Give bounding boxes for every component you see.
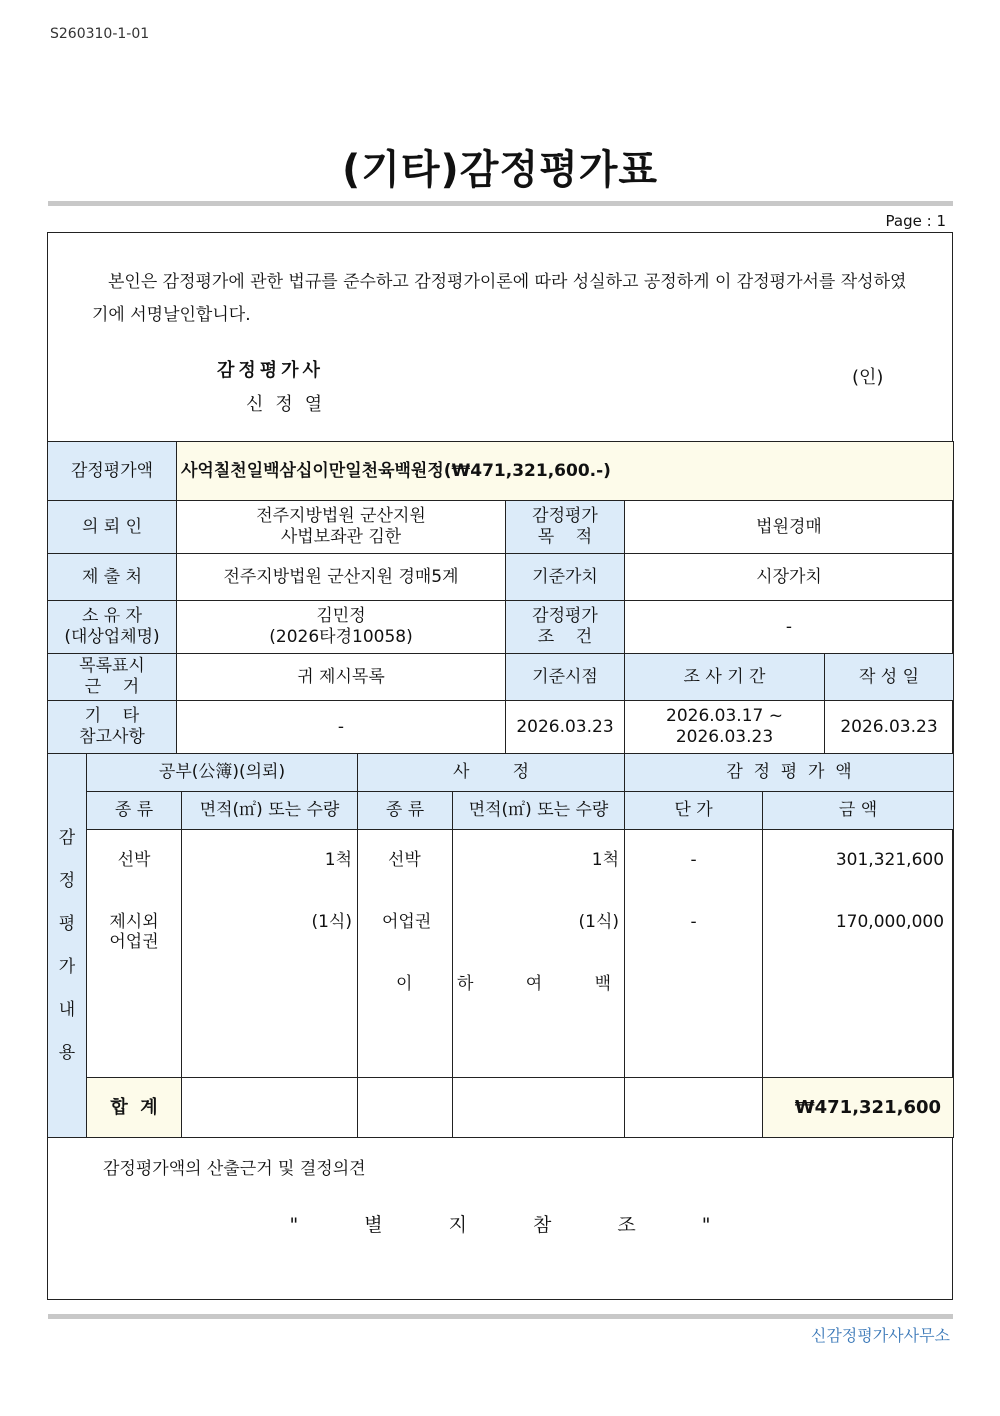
etc-label-line1: 기 타: [84, 706, 140, 726]
side-label-char: 가: [58, 956, 76, 977]
side-label-char: 평: [58, 913, 76, 934]
total-empty-4: [625, 1078, 763, 1138]
amount-row2: 170,000,000: [835, 912, 945, 932]
actual-qty-row2: (1식): [578, 912, 620, 932]
detail-side-label: [48, 754, 87, 1138]
client-officer: 사법보좌관 김한: [280, 527, 402, 547]
signer-name: 신정열: [246, 394, 335, 415]
top-divider: [48, 201, 953, 206]
total-amount: ₩471,321,600: [763, 1078, 954, 1138]
survey-period-value: [625, 701, 825, 754]
total-empty-2: [358, 1078, 453, 1138]
purpose-value: 법원경매: [625, 501, 954, 554]
side-label-char: 감: [58, 827, 76, 848]
owner-label-line2: (대상업체명): [64, 627, 160, 647]
unit-price-row1: -: [690, 850, 697, 870]
below-mark-row: [453, 974, 619, 1036]
bottom-divider: [48, 1314, 953, 1319]
purpose-label-line2: 목 적: [537, 527, 593, 547]
oath-text: 본인은 감정평가에 관한 법규를 준수하고 감정평가이론에 따라 성실하고 공정하게 이 감정평가서를 작성하였기에 서명날인합니다.: [92, 272, 907, 325]
col-area2-header: 면적(㎡) 또는 수량: [453, 792, 625, 830]
owner-label-line1: 소 유 자: [81, 606, 143, 626]
owner-value: [177, 601, 506, 654]
total-label: 합 계: [87, 1078, 182, 1138]
owner-label: [48, 601, 177, 654]
amount-value: 사억칠천일백삼십이만일천육백원정(₩471,321,600.-): [177, 442, 954, 501]
etc-label: [48, 701, 177, 754]
written-date-value: 2026.03.23: [825, 701, 954, 754]
register-kind-row2: 제시외 어업권: [109, 912, 159, 952]
list-basis-value: 귀 제시목록: [177, 654, 506, 701]
actual-kind-row1: 선박: [388, 850, 421, 870]
register-qty-row2: (1식): [311, 912, 352, 932]
etc-value: -: [177, 701, 506, 754]
client-label: 의 뢰 인: [48, 501, 177, 554]
basis-value-label: 기준가치: [506, 554, 625, 601]
side-label-char: 용: [58, 1042, 76, 1063]
basis-value: 시장가치: [625, 554, 954, 601]
condition-label-line2: 조 건: [537, 627, 593, 647]
amount-row1: 301,321,600: [835, 850, 945, 870]
submit-value: 전주지방법원 군산지원 경매5계: [177, 554, 506, 601]
unit-price-row2: -: [690, 912, 697, 932]
office-name: 신감정평가사사무소: [810, 1326, 950, 1345]
client-court: 전주지방법원 군산지원: [256, 506, 426, 526]
list-basis-label-line1: 목록표시: [79, 656, 145, 676]
total-empty-3: [453, 1078, 625, 1138]
amount-group-header: 감 정 평 가 액: [625, 754, 954, 792]
below-mark-3: 여: [525, 974, 543, 994]
signer-role: 감정평가사: [217, 360, 324, 381]
actual-kind-cell: [358, 830, 453, 1078]
submit-label: 제 출 처: [48, 554, 177, 601]
purpose-label-line1: 감정평가: [532, 506, 598, 526]
col-kind2-header: 종 류: [358, 792, 453, 830]
total-empty-1: [182, 1078, 358, 1138]
col-amount-header: 금 액: [763, 792, 954, 830]
actual-qty-row1: 1척: [591, 850, 620, 870]
etc-label-line2: 참고사항: [79, 727, 145, 747]
summary-table: [47, 441, 954, 754]
written-date-label: 작 성 일: [825, 654, 954, 701]
col-unit-header: 단 가: [625, 792, 763, 830]
col-area-header: 면적(㎡) 또는 수량: [182, 792, 358, 830]
list-basis-label-line2: 근 거: [84, 677, 140, 697]
register-kind-row1: 선박: [117, 850, 151, 870]
base-date-value: 2026.03.23: [506, 701, 625, 754]
survey-start: 2026.03.17 ~: [666, 706, 783, 726]
register-qty-row1: 1척: [324, 850, 352, 870]
seal-mark: (인): [852, 367, 884, 388]
unit-price-cell: [625, 830, 763, 1078]
condition-value: -: [625, 601, 954, 654]
detail-table: [47, 753, 954, 1138]
actual-kind-row2: 어업권: [382, 912, 432, 932]
amount-label: 감정평가액: [48, 442, 177, 501]
document-number: S260310-1-01: [50, 26, 150, 42]
page-title: (기타)감정평가표: [341, 147, 659, 193]
below-mark-1: 이: [396, 974, 413, 994]
base-date-label: 기준시점: [506, 654, 625, 701]
opinion-text: " 별 지 참 조 ": [289, 1214, 711, 1236]
client-value: [177, 501, 506, 554]
case-number: (2026타경10058): [269, 627, 413, 647]
actual-group-header: 사 정: [358, 754, 625, 792]
amount-cell: [763, 830, 954, 1078]
side-label-char: 내: [58, 999, 76, 1020]
below-mark-4: 백: [594, 974, 611, 994]
condition-label-line1: 감정평가: [532, 606, 598, 626]
side-label-char: 정: [58, 870, 76, 891]
register-group-header: 공부(公簿)(의뢰): [87, 754, 358, 792]
actual-qty-cell: [453, 830, 625, 1078]
condition-label: [506, 601, 625, 654]
list-basis-label: [48, 654, 177, 701]
survey-end: 2026.03.23: [675, 727, 774, 747]
purpose-label: [506, 501, 625, 554]
col-kind-header: 종 류: [87, 792, 182, 830]
register-qty-cell: [182, 830, 358, 1078]
oath-statement: [92, 266, 912, 332]
opinion-label: 감정평가액의 산출근거 및 결정의견: [103, 1159, 366, 1179]
survey-period-label: 조 사 기 간: [625, 654, 825, 701]
register-kind-cell: [87, 830, 182, 1078]
owner-name: 김민정: [316, 606, 366, 626]
below-mark-2: 하: [457, 974, 474, 994]
page-number: Page : 1: [885, 212, 946, 230]
